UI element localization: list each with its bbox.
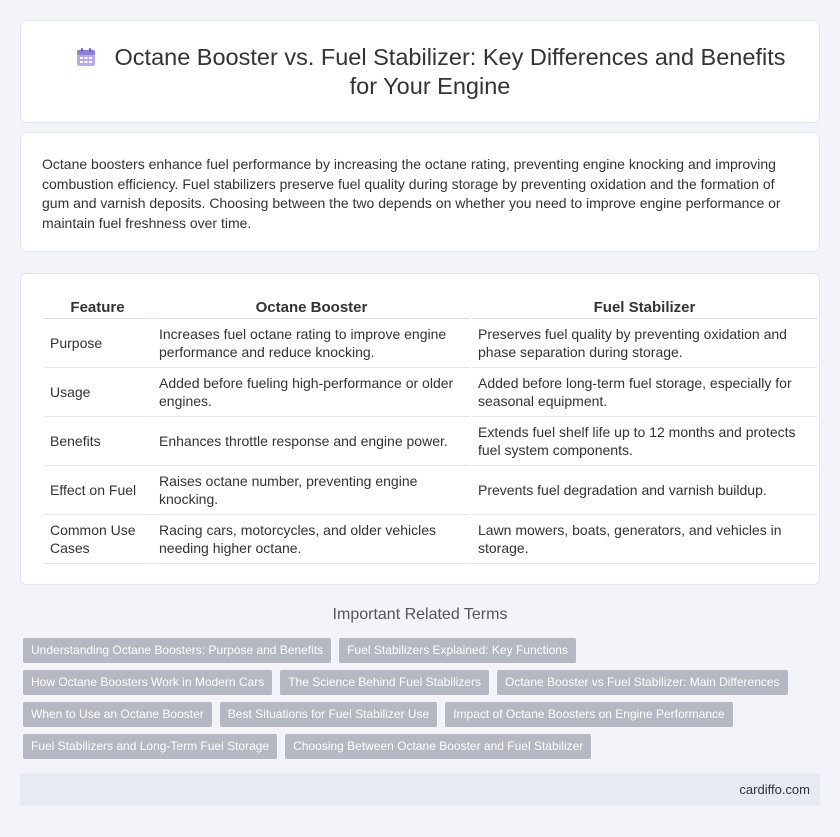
header-feature: Feature bbox=[44, 294, 151, 319]
fuel-stabilizer-cell: Prevents fuel degradation and varnish buildup. bbox=[472, 466, 817, 515]
related-terms-row bbox=[23, 638, 584, 663]
related-term-link[interactable]: When to Use an Octane Booster bbox=[23, 702, 212, 727]
related-term-link[interactable]: Understanding Octane Boosters: Purpose and Benefits bbox=[23, 638, 331, 663]
octane-booster-cell: Racing cars, motorcycles, and older vehicles needing higher octane. bbox=[153, 515, 470, 564]
feature-cell: Purpose bbox=[44, 319, 151, 368]
fuel-stabilizer-cell: Lawn mowers, boats, generators, and vehicles in storage. bbox=[472, 515, 817, 564]
related-terms-row bbox=[23, 670, 796, 695]
related-term-link[interactable]: Fuel Stabilizers and Long-Term Fuel Storage bbox=[23, 734, 277, 759]
fuel-stabilizer-cell: Extends fuel shelf life up to 12 months and protects fuel system components. bbox=[472, 417, 817, 466]
feature-cell: Usage bbox=[44, 368, 151, 417]
header-octane-booster: Octane Booster bbox=[153, 294, 470, 319]
footer bbox=[20, 773, 820, 806]
feature-cell: Effect on Fuel bbox=[44, 466, 151, 515]
intro-card bbox=[20, 132, 820, 252]
table-row bbox=[44, 417, 817, 466]
header-fuel-stabilizer: Fuel Stabilizer bbox=[472, 294, 817, 319]
related-term-link[interactable]: The Science Behind Fuel Stabilizers bbox=[280, 670, 489, 695]
table-header-row bbox=[44, 294, 817, 319]
related-term-link[interactable]: Choosing Between Octane Booster and Fuel Stabilizer bbox=[285, 734, 591, 759]
footer-site-name: cardiffo.com bbox=[739, 782, 810, 797]
calendar-icon bbox=[75, 46, 97, 68]
related-terms-row bbox=[23, 734, 599, 759]
fuel-stabilizer-cell: Preserves fuel quality by preventing oxidation and phase separation during storage. bbox=[472, 319, 817, 368]
title-card bbox=[20, 20, 820, 123]
feature-cell: Benefits bbox=[44, 417, 151, 466]
related-term-link[interactable]: Impact of Octane Boosters on Engine Performance bbox=[445, 702, 732, 727]
octane-booster-cell: Increases fuel octane rating to improve engine performance and reduce knocking. bbox=[153, 319, 470, 368]
comparison-table-card bbox=[20, 273, 820, 585]
related-term-link[interactable]: Fuel Stabilizers Explained: Key Functions bbox=[339, 638, 576, 663]
related-term-link[interactable]: Octane Booster vs Fuel Stabilizer: Main Differences bbox=[497, 670, 788, 695]
table-row bbox=[44, 368, 817, 417]
comparison-table bbox=[42, 294, 819, 564]
page-title-text: Octane Booster vs. Fuel Stabilizer: Key Differences and Benefits for Your Engine bbox=[114, 44, 786, 99]
octane-booster-cell: Enhances throttle response and engine power. bbox=[153, 417, 470, 466]
related-term-link[interactable]: How Octane Boosters Work in Modern Cars bbox=[23, 670, 272, 695]
table-row bbox=[44, 319, 817, 368]
page-title bbox=[61, 43, 799, 101]
intro-paragraph: Octane boosters enhance fuel performance by increasing the octane rating, preventing engine knocking and improving combustion efficiency. Fuel stabilizers preserve fuel quality during storage by preventing oxidation and the formation of gum and varnish deposits. Choosing between the two depends on whether you need to improve engine performance or maintain fuel freshness over time. bbox=[42, 156, 781, 231]
octane-booster-cell: Added before fueling high-performance or older engines. bbox=[153, 368, 470, 417]
feature-cell: Common Use Cases bbox=[44, 515, 151, 564]
table-row bbox=[44, 466, 817, 515]
table-row bbox=[44, 515, 817, 564]
related-terms-row bbox=[23, 702, 741, 727]
related-term-link[interactable]: Best Situations for Fuel Stabilizer Use bbox=[220, 702, 437, 727]
related-terms-title: Important Related Terms bbox=[332, 606, 508, 623]
octane-booster-cell: Raises octane number, preventing engine knocking. bbox=[153, 466, 470, 515]
fuel-stabilizer-cell: Added before long-term fuel storage, especially for seasonal equipment. bbox=[472, 368, 817, 417]
